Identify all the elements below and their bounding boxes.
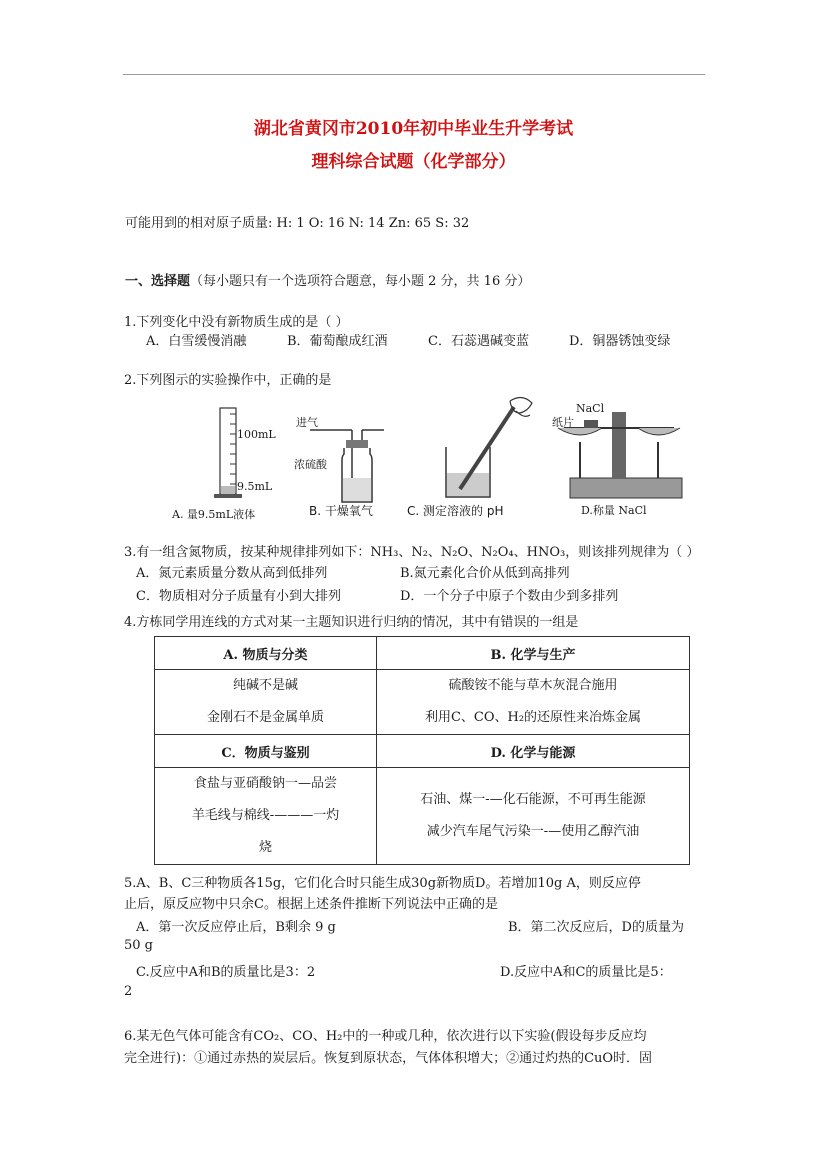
header-rule bbox=[123, 74, 705, 75]
q2-stem: 2.下列图示的实验操作中，正确的是 bbox=[124, 373, 332, 388]
cylinder-mark-100ml: 100mL bbox=[237, 428, 276, 441]
q3-option-b: B.氮元素化合价从低到高排列 bbox=[400, 566, 570, 581]
atomic-masses: 可能用到的相对原子质量: H: 1 O: 16 N: 14 Zn: 65 S: 32 bbox=[125, 216, 470, 231]
cell-line: 食盐与亚硝酸钠一—品尝 bbox=[193, 776, 337, 791]
section-heading bbox=[125, 270, 530, 289]
table-cell-b bbox=[377, 670, 690, 735]
paper-label: 纸片 bbox=[552, 416, 574, 429]
table-row bbox=[155, 735, 690, 768]
figure-b-caption: B. 干燥氧气 bbox=[309, 504, 373, 518]
q5-option-b-cont: 50 g bbox=[124, 938, 153, 953]
cell-line: 金刚石不是金属单质 bbox=[206, 710, 324, 725]
figure-c-beaker bbox=[432, 393, 542, 503]
q1-stem: 1.下列变化中没有新物质生成的是（ ） bbox=[124, 315, 349, 330]
beaker-ph-test-icon bbox=[432, 393, 542, 503]
q5-option-b: B．第二次反应后，D的质量为 bbox=[508, 920, 684, 935]
q3-option-c: C．物质相对分子质量有小到大排列 bbox=[136, 589, 341, 604]
sulfuric-acid-label: 浓硫酸 bbox=[294, 458, 327, 471]
q1-option-d: D．铜器锈蚀变绿 bbox=[569, 334, 671, 349]
cell-line: 纯碱不是碱 bbox=[232, 678, 298, 693]
cell-line: 烧 bbox=[258, 840, 272, 855]
q5-option-d-cont: 2 bbox=[124, 984, 133, 999]
section-note: （每小题只有一个选项符合题意，每小题 2 分，共 16 分） bbox=[190, 274, 531, 289]
table-row bbox=[155, 637, 690, 670]
q3-option-d: D．一个分子中原子个数由少到多排列 bbox=[400, 589, 619, 604]
table-cell-c bbox=[155, 768, 377, 865]
cell-line: 硫酸铵不能与草木灰混合施用 bbox=[448, 678, 618, 693]
figure-d-caption: D.称量 NaCl bbox=[581, 504, 647, 517]
q5-option-d: D.反应中A和C的质量比是5： bbox=[500, 965, 672, 980]
q4-knowledge-table bbox=[154, 636, 690, 865]
figure-d-balance bbox=[550, 398, 690, 502]
cell-line: 减少汽车尾气污染一-—使用乙醇汽油 bbox=[426, 824, 640, 839]
cylinder-mark-9.5ml: 9.5mL bbox=[237, 480, 273, 493]
q5-stem-line1: 5.A、B、C三种物质各15g，它们化合时只能生成30g新物质D。若增加10g A，则反应停 bbox=[124, 876, 641, 891]
q1-option-a: A．白雪缓慢消融 bbox=[146, 334, 247, 349]
figure-b-bottle bbox=[292, 408, 392, 508]
figure-c-caption: C. 测定溶液的 pH bbox=[407, 504, 504, 518]
q6-stem-line2: 完全进行)：①通过赤热的炭层后。恢复到原状态，气体体积增大；②通过灼热的CuO时．固 bbox=[124, 1051, 653, 1066]
table-header-d: D. 化学与能源 bbox=[377, 735, 690, 768]
table-row bbox=[155, 670, 690, 735]
q4-stem: 4.方栋同学用连线的方式对某一主题知识进行归纳的情况，其中有错误的一组是 bbox=[124, 615, 579, 630]
table-header-c: C．物质与鉴别 bbox=[155, 735, 377, 768]
table-row bbox=[155, 768, 690, 865]
q1-option-b: B．葡萄酿成红酒 bbox=[287, 334, 388, 349]
q6-stem-line1: 6.某无色气体可能含有CO₂、CO、H₂中的一种或几种，依次进行以下实验(假设每步反应均 bbox=[124, 1029, 647, 1044]
cell-line: 石油、煤一-—化石能源，不可再生能源 bbox=[420, 792, 646, 807]
table-cell-a bbox=[155, 670, 377, 735]
q3-stem: 3.有一组含氮物质，按某种规律排列如下：NH₃、N₂、N₂O、N₂O₄、HNO₃，则该排列规律为（ ） bbox=[124, 545, 700, 560]
q5-stem-line2: 止后，原反应物中只余C。根据上述条件推断下列说法中正确的是 bbox=[124, 897, 498, 912]
q3-option-a: A．氮元素质量分数从高到低排列 bbox=[136, 566, 328, 581]
q1-option-c: C．石蕊遇碱变蓝 bbox=[428, 334, 529, 349]
exam-subtitle: 理科综合试题（化学部分） bbox=[311, 152, 516, 172]
nacl-label: NaCl bbox=[576, 402, 605, 415]
table-header-a: A. 物质与分类 bbox=[155, 637, 377, 670]
exam-title: 湖北省黄冈市2010年初中毕业生升学考试 bbox=[253, 119, 574, 139]
cell-line: 羊毛线与棉线-———一灼 bbox=[191, 808, 340, 823]
cell-line: 利用C、CO、H₂的还原性来冶炼金属 bbox=[424, 710, 642, 725]
gas-inlet-label: 进气 bbox=[296, 416, 318, 429]
figure-a-caption: A. 量9.5mL液体 bbox=[172, 508, 256, 521]
table-header-b: B. 化学与生产 bbox=[377, 637, 690, 670]
section-title: 一、选择题 bbox=[125, 274, 191, 289]
q5-option-a: A．第一次反应停止后，B剩余 9 g bbox=[136, 920, 336, 935]
table-cell-d bbox=[377, 768, 690, 865]
q5-option-c: C.反应中A和B的质量比是3：2 bbox=[136, 965, 316, 980]
